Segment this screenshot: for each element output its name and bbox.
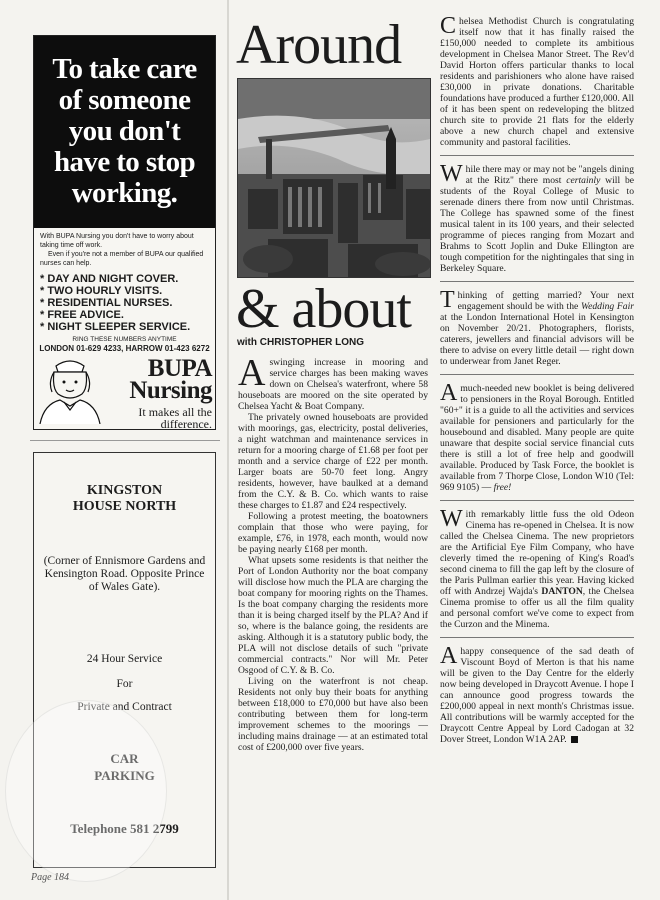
- drop-cap: T: [440, 287, 455, 313]
- bupa-service-item: * DAY AND NIGHT COVER.: [40, 273, 179, 285]
- section-rule: [440, 374, 634, 375]
- paragraph-text: ith remarkably little fuss the old Odeon Cinema has re-opened in Chelsea. It is now called the Chelsea Cinema. The new proprietors are the Artificial Eye Film Company, who have cleverly timed the re-opening of King's Road's second cinema to fill the gap left by the closure of the Paris Pullman earlier this year. Having kicked off with Andrzej Wajda's: [440, 509, 634, 597]
- page-number: Page 184: [31, 872, 70, 883]
- news-item-booklet: [440, 380, 634, 493]
- paragraph-text: hile there may or may not be "angels dining at the Ritz" there most: [465, 164, 634, 186]
- page-stain: [5, 700, 167, 882]
- page-gutter: [227, 0, 229, 900]
- bupa-headline: To take care of someone you don't have to stop working.: [52, 53, 197, 209]
- bupa-ring-text: RING THESE NUMBERS ANYTIME: [72, 336, 177, 343]
- paragraph: [238, 352, 428, 412]
- bupa-service-item: * FREE ADVICE.: [40, 309, 124, 321]
- bupa-logo: [114, 355, 212, 404]
- bupa-logo-line-2: Nursing: [129, 377, 212, 404]
- paragraph-text: will be students of the Royal College of Music to serenade diners there from now until Christmas. The College has spawned some of the finest musical talent in its 100 years, and their selected programme of pieces ranging from Mozart and Brahms to Scott Joplin and Duke Ellington are tough competition for the nightingales that sing in Berkeley Square.: [440, 175, 634, 274]
- divider: [30, 440, 220, 441]
- bupa-intro-2: Even if you're not a member of BUPA our qualified nurses can help.: [40, 251, 204, 267]
- emphasis: certainly: [566, 175, 601, 186]
- news-item-cinema: [440, 506, 634, 630]
- kingston-service-line: 24 Hour Service: [86, 653, 163, 665]
- bupa-services-list: [40, 273, 218, 333]
- aerial-photo-westminster: [237, 78, 431, 278]
- article-title-top: Around: [236, 14, 402, 76]
- bupa-intro: [40, 232, 210, 268]
- section-rule: [440, 155, 634, 156]
- paragraph-text: swinging increase in mooring and service charges has been making waves down on Chelsea's waterfront, where 58 houseboats are moored on the site operated by Chelsea Yacht & Boat Company.: [238, 357, 428, 412]
- news-item-church: [440, 13, 634, 148]
- emphasis: free!: [493, 482, 512, 493]
- paragraph: What upsets some residents is that neither the Port of London Authority nor the boat company will disclose how much the PLA are charging the boat company for mooring rights on the Thames. Is the boat company charging the residents more than it is being charged itself by the PLA? And if so, where is the balance going, the residents are asking. Although it is a statutory public body, the PLA will not disclose details of such "private commercial contracts." Nor will Mr. Peter Osgood of C.Y. & B. Co.: [238, 555, 428, 676]
- news-item-wedding-fair: [440, 287, 634, 367]
- article-title-bottom: & about: [236, 278, 411, 340]
- bupa-service-item: * TWO HOURLY VISITS.: [40, 285, 163, 297]
- paragraph-text: , the Chelsea Cinema promise to offer us all the film quality and personal comfort we've come to expect from the Curzon and the Minema.: [440, 586, 634, 630]
- nurse-illustration: [38, 358, 102, 424]
- end-mark: [571, 736, 578, 743]
- bupa-service-item: * NIGHT SLEEPER SERVICE.: [40, 321, 191, 333]
- bupa-phone-numbers: LONDON 01-629 4233, HARROW 01-423 6272: [39, 344, 210, 353]
- bupa-service-item: * RESIDENTIAL NURSES.: [40, 297, 173, 309]
- paragraph: Living on the waterfront is not cheap. Residents not only buy their boats for anything between £18,000 to £70,000 but have also been contributing between them for long-term improvement schemes to the moorings — including mains drainage — at an estimated total cost of £200,000 over five years.: [238, 676, 428, 753]
- bupa-intro-1: With BUPA Nursing you don't have to worry about taking time off work.: [40, 233, 194, 249]
- news-item-ritz: [440, 161, 634, 274]
- paragraph: The privately owned houseboats are provided with moorings, gas, electricity, postal deliveries, a night watchman and maintenance services in return for a mooring charge of £1.68 per foot per month and a service charge of £22 per month. Larger boats are 50-70 feet long. Angry residents, however, have baulked at a demand from the C.Y. & B. Co. which wants to raise these charges to £1.87 and £24 respectively.: [238, 412, 428, 511]
- kingston-for-line: For: [116, 678, 133, 690]
- kingston-contract-line: Private and Contract: [77, 701, 172, 713]
- kingston-address: (Corner of Ennismore Gardens and Kensington Road. Opposite Prince of Wales Gate).: [43, 555, 206, 593]
- paragraph-text: helsea Methodist Church is congratulating itself now that it has finally raised the £150,000 needed to complete its ambitious development in Chelsea Manor Street. The Rev'd David Horton offers particular thanks to local residents and parishioners who alone have raised £30,000 in private donations. Charitable foundations have produced a further £120,000. All of it has been spent on redeveloping the blitzed church site to provide 21 flats for the elderly above a new church chapel and extensive community and pastoral facilities.: [440, 16, 634, 148]
- bupa-tagline: It makes all the difference.: [138, 405, 212, 431]
- section-rule: [440, 281, 634, 282]
- drop-cap: W: [440, 161, 463, 187]
- drop-cap: A: [238, 352, 266, 394]
- bupa-advert: [33, 35, 216, 430]
- kingston-title-text: KINGSTON HOUSE NORTH: [72, 483, 177, 514]
- section-rule: [440, 500, 634, 501]
- kingston-title: [34, 483, 215, 515]
- section-rule: [440, 637, 634, 638]
- paragraph: Following a protest meeting, the boatowners complain that those who were paying, for example, £76, in 1978, each month, would now be paying nearly £168 per month.: [238, 511, 428, 555]
- bupa-headline-panel: [34, 36, 215, 228]
- paragraph-text: happy consequence of the sad death of Viscount Boyd of Merton is that his name will be given to the Day Centre for the elderly now being developed in Draycott Avenue. I hope I can announce good progress towards the £200,000 appeal in next month's Christmas issue. All contributions will be warmly accepted for the Draycott Centre Appeal by Lord Cadogan at 32 Dover Street, London W1A 2AP.: [440, 646, 634, 745]
- drop-cap: A: [440, 643, 458, 669]
- drop-cap: A: [440, 380, 458, 406]
- article-byline: with CHRISTOPHER LONG: [237, 337, 365, 348]
- film-title: DANTON: [541, 586, 583, 597]
- paragraph-text: hinking of getting married? Your next engagement should be with the: [457, 290, 634, 312]
- paragraph-text: much-needed new booklet is being delivered to pensioners in the Royal Borough. Entitled "60+" it is a guide to all the activities and services available for pensioners and particularly for the housebound and disabled. Many people are quite unaware that despite social service financial cuts there is still a lot of free help and goodwill available. Produced by Task Force, the booklet is available from 7 Thorpe Close, London W10 (Tel: 969 9105) —: [440, 383, 634, 493]
- article-column-2: [440, 13, 634, 745]
- emphasis: Wedding Fair: [581, 301, 634, 312]
- news-item-day-centre: [440, 643, 634, 745]
- paragraph-text: at the London International Hotel in Kensington on November 20/21. Photographers, florists, caterers, jewellers and financial advisors will be there to advise on every little detail — right down to underwear from Janet Reger.: [440, 312, 634, 367]
- kingston-car: CAR: [110, 751, 139, 766]
- kingston-parking: PARKING: [94, 768, 155, 783]
- article-column-1: [238, 352, 428, 753]
- drop-cap: W: [440, 506, 463, 532]
- kingston-telephone: Telephone 581 2799: [70, 821, 179, 836]
- drop-cap: C: [440, 13, 457, 39]
- bupa-logo-line-1: BUPA: [147, 355, 212, 382]
